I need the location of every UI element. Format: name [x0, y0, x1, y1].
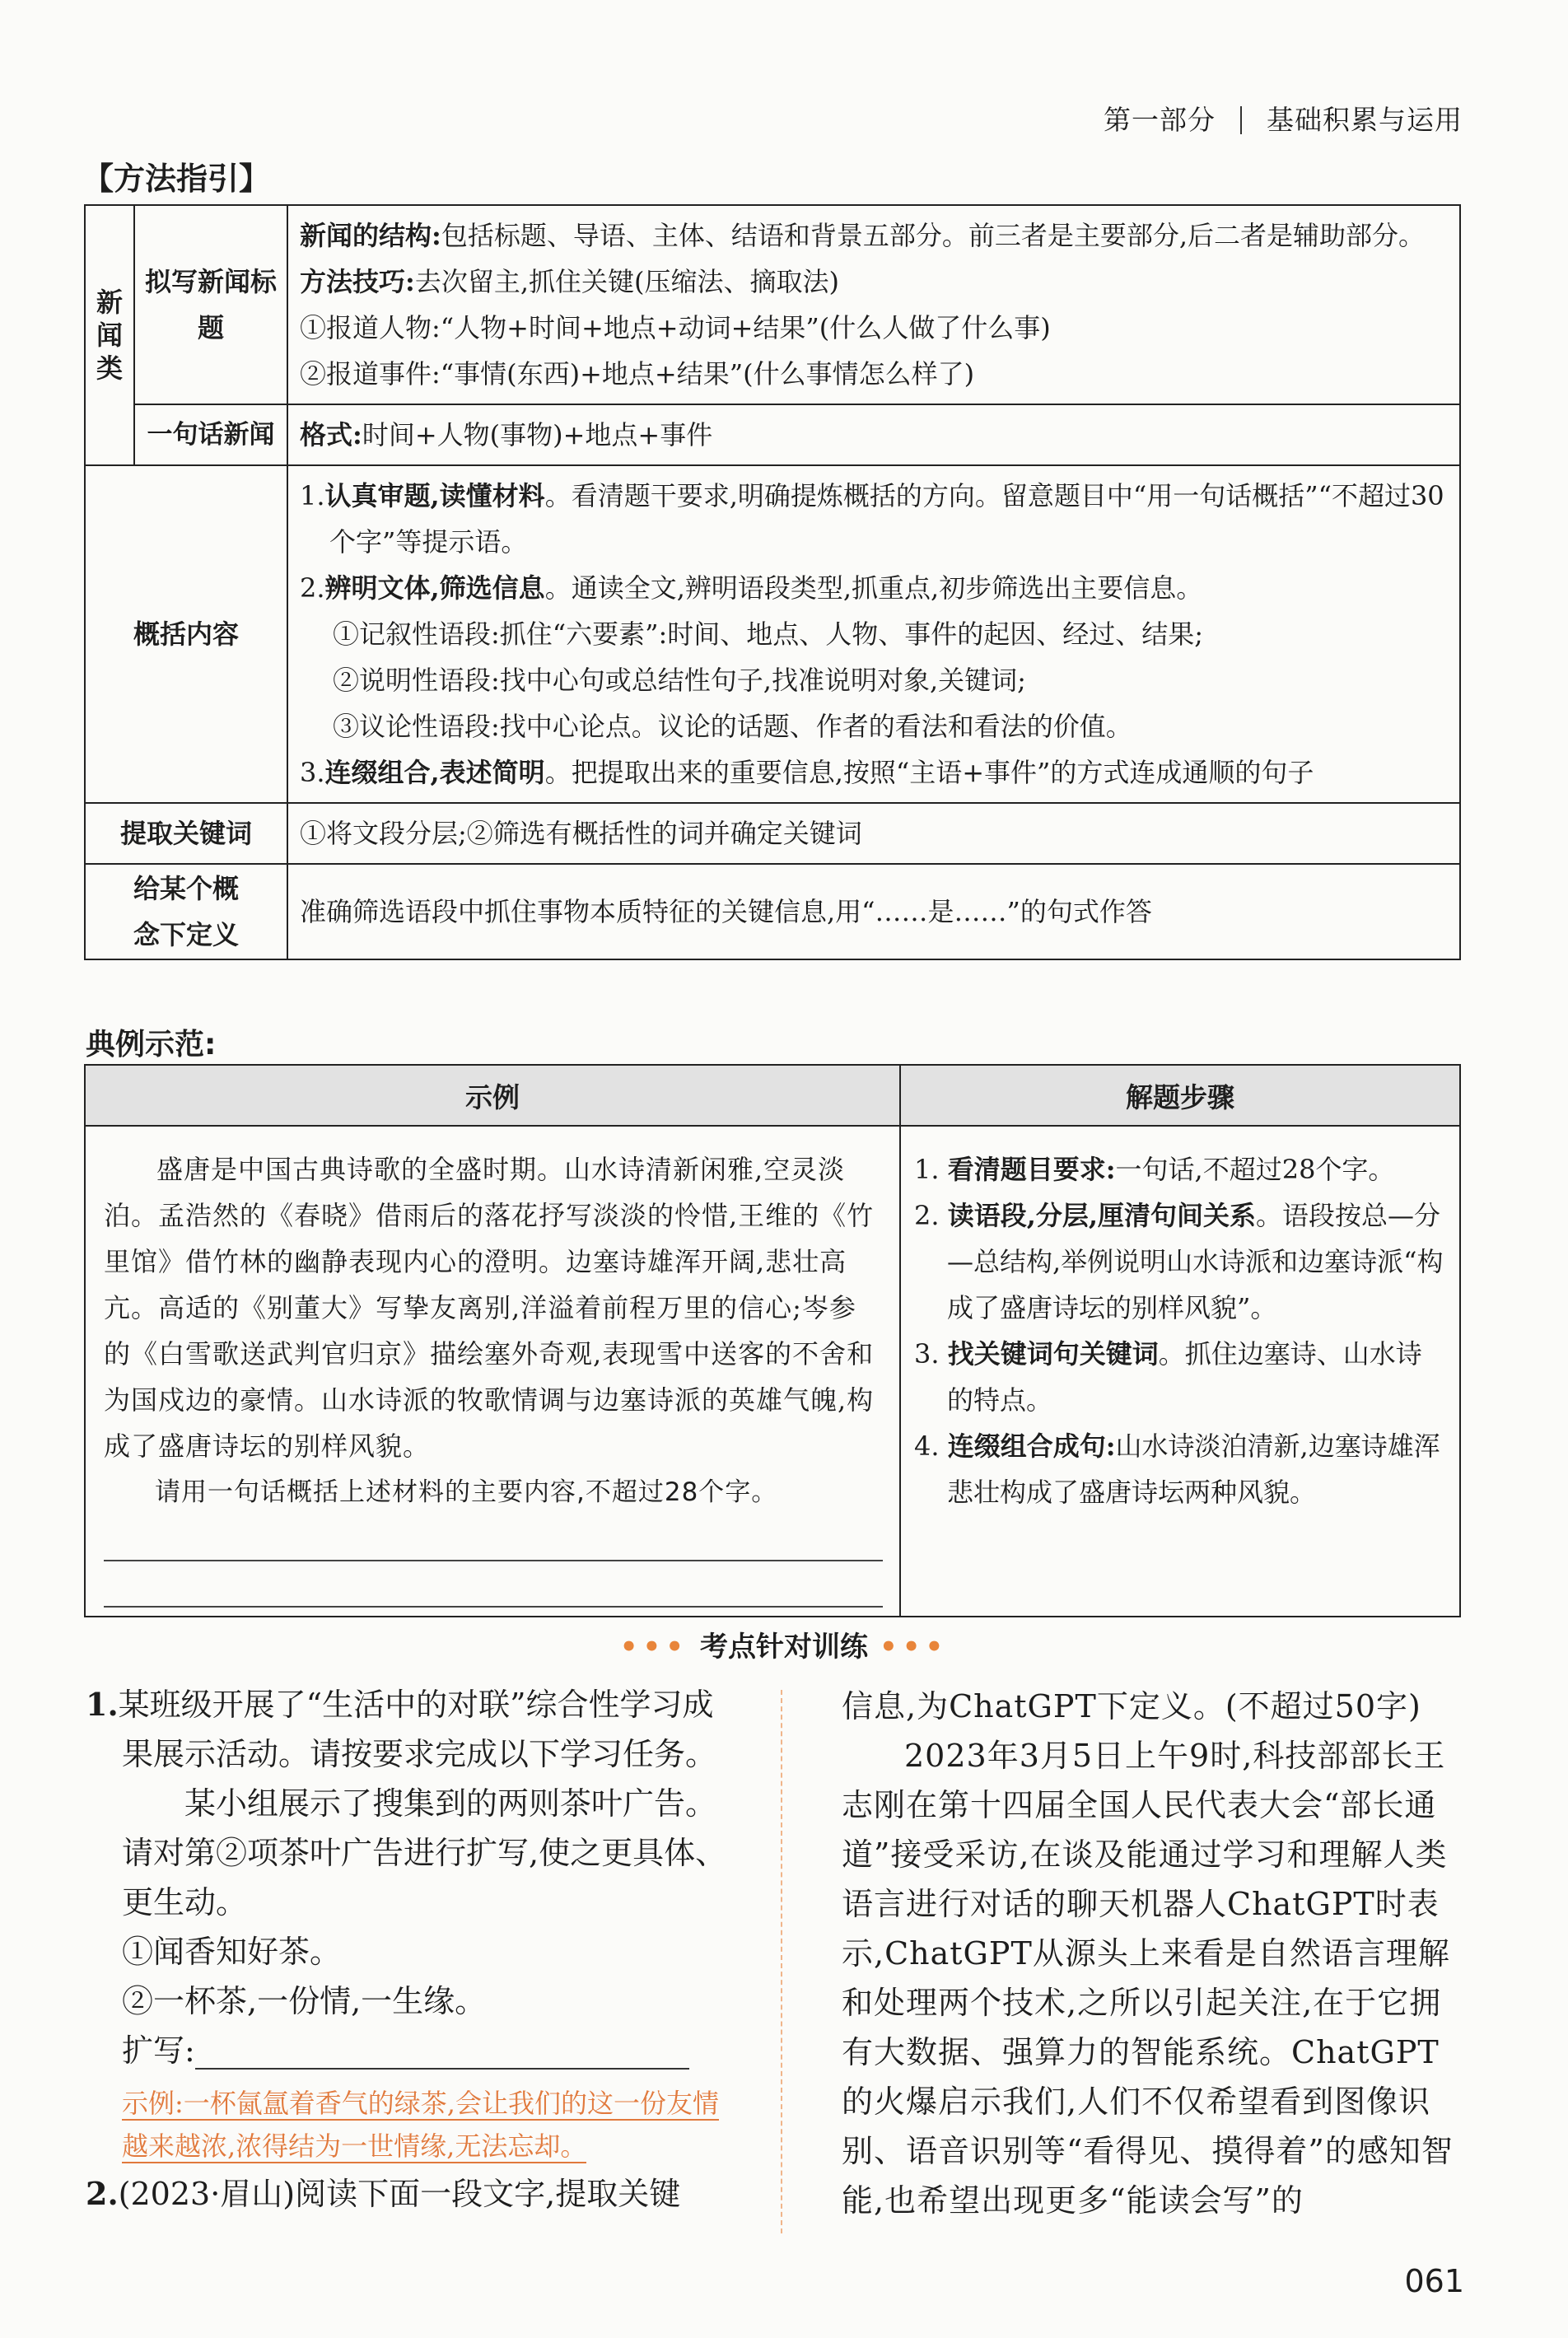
- title-label: 拟写新闻标题: [134, 205, 287, 404]
- question-1: [86, 1680, 744, 2219]
- summary-sub-1: ①记叙性语段:抓住“六要素”:时间、地点、人物、事件的起因、经过、结果;: [333, 618, 1204, 650]
- answer-line-2[interactable]: [104, 1561, 883, 1608]
- example-table: [84, 1064, 1461, 1617]
- summary-sub-3: ③议论性语段:找中心论点。议论的话题、作者的看法和看法的价值。: [333, 711, 1132, 742]
- page-header: [1104, 99, 1463, 138]
- title-line-1: 新闻的结构:包括标题、导语、主体、结语和背景五部分。前三者是主要部分,后二者是辅助部分。: [300, 220, 1426, 251]
- summary-sub-2: ②说明性语段:找中心句或总结性句子,找准说明对象,关键词;: [333, 665, 1026, 696]
- q2-stem-continued: 信息,为ChatGPT下定义。(不超过50字): [842, 1688, 1421, 1724]
- summary-content: [287, 465, 1460, 803]
- example-question: 请用一句话概括上述材料的主要内容,不超过28个字。: [155, 1477, 778, 1507]
- q1-expand: [86, 2026, 744, 2075]
- oneline-label: 一句话新闻: [134, 404, 287, 465]
- q1-ad-2: ②一杯茶,一份情,一生缘。: [122, 1983, 487, 2019]
- concept-label: 给某个概念下定义: [85, 864, 287, 959]
- method-title: 【方法指引】: [82, 161, 271, 197]
- keyword-content: ①将文段分层;②筛选有概括性的词并确定关键词: [287, 803, 1460, 864]
- keyword-label: 提取关键词: [85, 803, 287, 864]
- method-table: [84, 204, 1461, 960]
- q2-stem: 2.(2023·眉山)阅读下面一段文字,提取关键: [86, 2175, 681, 2212]
- title-line-4: ②报道事件:“事情(东西)+地点+结果”(什么事情怎么样了): [300, 358, 975, 390]
- q1-expand-input[interactable]: [195, 2035, 689, 2070]
- header-separator: [1240, 106, 1242, 134]
- example-col-header: 示例: [85, 1065, 900, 1126]
- title-line-2: 方法技巧:去次留主,抓住关键(压缩法、摘取法): [300, 266, 839, 297]
- summary-label: 概括内容: [85, 465, 287, 803]
- step-4: 4. 连缀组合成句:山水诗淡泊清新,边塞诗雄浑悲壮构成了盛唐诗坛两种风貌。: [914, 1430, 1440, 1508]
- header-section: 基础积累与运用: [1267, 104, 1463, 136]
- title-content: [287, 205, 1460, 404]
- dots-right-icon: •••: [880, 1631, 949, 1664]
- dots-left-icon: •••: [619, 1631, 688, 1664]
- question-2-passage: [842, 1682, 1471, 2225]
- title-line-3: ①报道人物:“人物+时间+地点+动词+结果”(什么人做了什么事): [300, 312, 1051, 343]
- summary-item-2: 2.辨明文体,筛选信息。通读全文,辨明语段类型,抓重点,初步筛选出主要信息。: [300, 572, 1203, 604]
- q1-answer: 示例:一杯氤氲着香气的绿茶,会让我们的这一份友情越来越浓,浓得结为一世情缘,无法忘却。: [122, 2088, 719, 2162]
- practice-band: [0, 1624, 1568, 1664]
- q1-stem: 1.某班级开展了“生活中的对联”综合性学习成果展示活动。请按要求完成以下学习任务。: [86, 1686, 717, 1772]
- answer-line-1[interactable]: [104, 1515, 883, 1561]
- example-passage: 盛唐是中国古典诗歌的全盛时期。山水诗清新闲雅,空灵淡泊。孟浩然的《春晓》借雨后的落花抒写淡淡的怜惜,王维的《竹里馆》借竹林的幽静表现内心的澄明。边塞诗雄浑开阔,悲壮高亢。高适的《别董大》写挚友离别,洋溢着前程万里的信心;岑参的《白雪歌送武判官归京》描绘塞外奇观,表现雪中送客的不舍和为国戍边的豪情。山水诗派的牧歌情调与边塞诗派的英雄气魄,构成了盛唐诗坛的别样风貌。: [104, 1154, 875, 1462]
- header-part: 第一部分: [1104, 104, 1216, 136]
- practice-band-title: 考点针对训练: [700, 1631, 868, 1664]
- oneline-content: 格式:时间+人物(事物)+地点+事件: [287, 404, 1460, 465]
- q2-passage: 2023年3月5日上午9时,科技部部长王志刚在第十四届全国人民代表大会“部长通道”接受采访,在谈及能通过学习和理解人类语言进行对话的聊天机器人ChatGPT时表示,ChatGPT从源头上来看是自然语言理解和处理两个技术,之所以引起关注,在于它拥有大数据、强算力的智能系统。ChatGPT的火爆启示我们,人们不仅希望看到图像识别、语音识别等“看得见、摸得着”的感知智能,也希望出现更多“能读会写”的: [842, 1738, 1454, 2219]
- example-cell: [85, 1126, 900, 1617]
- step-3: 3. 找关键词句关键词。抓住边塞诗、山水诗的特点。: [914, 1338, 1422, 1416]
- news-label: 新闻类: [85, 205, 134, 465]
- summary-item-3: 3.连缀组合,表述简明。把提取出来的重要信息,按照“主语+事件”的方式连成通顺的句子: [300, 757, 1314, 788]
- steps-col-header: 解题步骤: [900, 1065, 1460, 1126]
- summary-item-1: 1.认真审题,读懂材料。看清题干要求,明确提炼概括的方向。留意题目中“用一句话概括”“不超过30个字”等提示语。: [300, 480, 1444, 558]
- q1-expand-label: 扩写:: [122, 2032, 195, 2069]
- step-2: 2. 读语段,分层,厘清句间关系。语段按总—分—总结构,举例说明山水诗派和边塞诗派“构成了盛唐诗坛的别样风貌”。: [914, 1200, 1444, 1323]
- column-divider: [781, 1690, 782, 2233]
- q1-ad-1: ①闻香知好茶。: [122, 1934, 342, 1970]
- concept-content: 准确筛选语段中抓住事物本质特征的关键信息,用“……是……”的句式作答: [287, 864, 1460, 959]
- step-1: 1. 看清题目要求:一句话,不超过28个字。: [914, 1154, 1395, 1185]
- page-number: 061: [1404, 2263, 1464, 2299]
- example-title: 典例示范:: [86, 1028, 217, 1062]
- q1-task: 某小组展示了搜集到的两则茶叶广告。请对第②项茶叶广告进行扩写,使之更具体、更生动。: [122, 1785, 727, 1920]
- steps-cell: [900, 1126, 1460, 1617]
